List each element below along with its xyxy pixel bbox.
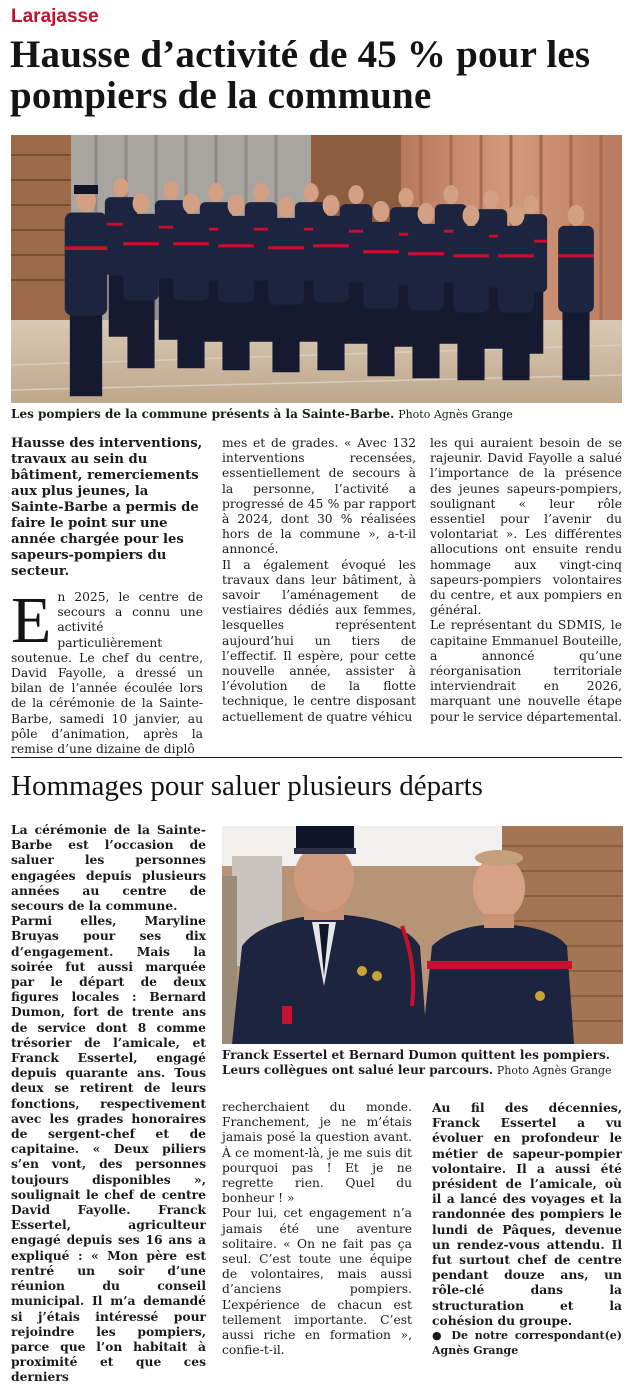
kepi-cap [74, 185, 98, 194]
caption-text: Les pompiers de la commune présents à la Sainte-Barbe. [11, 407, 395, 421]
paragraph: mes et de grades. « Avec 132 interventions recensées, essentiellement de secours à la personne, l’activité a progressé de 45 % par rapport à 2024, dont 30 % réalisées hors de la commune », a-t-il annoncé. [222, 436, 416, 557]
photo2-caption [222, 1048, 623, 1078]
caption-credit: Photo Agnès Grange [496, 1064, 612, 1077]
firefighter-figure [453, 205, 489, 380]
article2-column-3 [432, 1100, 622, 1358]
firefighter-figure [218, 195, 254, 370]
firefighter-figure [558, 205, 594, 380]
article-column-1 [11, 436, 203, 757]
firefighter-figure [313, 195, 349, 370]
firefighter-figure [65, 188, 108, 397]
article-headline: Hausse d’activité de 45 % pour les pompiers de la commune [10, 33, 591, 117]
portrait-photo [222, 826, 623, 1044]
firefighter-figure [173, 193, 209, 368]
paragraph: Parmi elles, Maryline Bruyas pour ses dix d’engagement. Mais la soirée fut aussi marquée par le départ de deux figures locales : Bernard Dumon, fort de trente ans de service dont 8 comme trésorier de l’amicale, et Franck Essertel, engagé depuis quarante ans. Tous deux se retirent de leurs fonctions, respectivement avec les grades honoraires de sergent-chef et de capitaine. « Deux piliers s’en vont, des personnes toujours disponibles », soulignait le chef de centre David Fayolle. Franck Essertel, agriculteur engagé depuis ses 16 ans a expliqué : « Mon père est rentré un soir d’une réunion du conseil municipal. Il m’a demandé si j’étais intéressé pour rejoindre les pompiers, parce que l’on habitait à proximité et que ces derniers [11, 913, 206, 1385]
author-signature: ● De notre correspondant(e) Agnès Grange [432, 1329, 622, 1358]
paragraph: n 2025, le centre de secours a connu une activité particulièrement soutenue. Le chef du centre, David Fayolle, a dressé un bilan de l’année écoulée lors de la cérémonie de la Sainte-Barbe, samedi 10 janvier, au pôle d’animation, après la remise d’une dizaine de diplô [11, 590, 203, 757]
secondary-headline: Hommages pour saluer plusieurs départs [11, 770, 483, 802]
paragraph: les qui auraient besoin de se rajeunir. David Fayolle a salué l’importance de la présence des jeunes sapeurs-pompiers, soulignant « leur rôle essentiel pour l’avenir du volontariat ». Les différentes allocutions ont ensuite rendu hommage aux vingt-cinq sapeurs-pompiers volontaires du centre, et aux pompiers en général. [430, 436, 622, 618]
drop-cap: E [11, 584, 52, 657]
group-photo [11, 135, 622, 403]
firefighter-figure [268, 197, 304, 372]
photo-caption [11, 407, 622, 422]
article-column-3 [430, 436, 622, 725]
firefighter-figure [363, 201, 399, 376]
firefighter-figure [408, 203, 444, 378]
section-kicker: Larajasse [11, 6, 99, 27]
section-divider [11, 757, 622, 758]
paragraph: Pour lui, cet engagement n’a jamais été une aventure solitaire. « On ne fait pas ça seul. C’est toute une équipe de volontaires, mais aussi d’anciens pompiers. L’expérience de chacun est tellement importante. C’est aussi riche en formation », confie-t-il. [222, 1206, 412, 1358]
paragraph: La cérémonie de la Sainte-Barbe est l’occasion de saluer les personnes engagées depuis plusieurs années au centre de secours de la commune. [11, 822, 206, 914]
article-lead: Hausse des interventions, travaux au sein du bâtiment, remerciements aux plus jeunes, la Sainte-Barbe a permis de faire le point sur une année chargée pour les sapeurs-pompiers du secteur. [11, 436, 203, 579]
firefighter-figure [123, 193, 159, 368]
article2-column-1 [11, 822, 206, 1385]
paragraph: Il a également évoqué les travaux dans leur bâtiment, à savoir l’aménagement de vestiaires dédiés aux femmes, lesquelles représentent aujourd’hui un tiers de l’effectif. Il espère, pour cette nouvelle année, assister à l’évolution de la flotte technique, le centre disposant actuellement de quatre véhicu [222, 557, 416, 724]
article2-column-2 [222, 1100, 412, 1358]
firefighter-figure [498, 205, 534, 380]
article-column-2 [222, 436, 416, 725]
paragraph: Au fil des décennies, Franck Essertel a vu évoluer en profondeur le métier de sapeur-pompier volontaire. Il a aussi été président de l’amicale, où il a lancé des voyages et la randonnée des pompiers le lundi de Pâques, devenue un rendez-vous attendu. Il fut surtout chef de centre pendant douze ans, un rôle-clé dans la structuration et la cohésion du groupe. [432, 1100, 622, 1328]
paragraph: recherchaient du monde. Franchement, je ne m’étais jamais posé la question avant. À ce moment-là, je me suis dit pourquoi pas ! Et je ne regrette rien. Quel du bonheur ! » [222, 1100, 412, 1206]
paragraph: Le représentant du SDMIS, le capitaine Emmanuel Bouteille, a annoncé qu’une réorganisation territoriale interviendrait en 2026, marquant une nouvelle étape pour le service départemental. [430, 618, 622, 724]
caption-text: Franck Essertel et Bernard Dumon quittent les pompiers. Leurs collègues ont salué leur parcours. [222, 1048, 610, 1077]
caption-credit: Photo Agnès Grange [398, 408, 513, 421]
